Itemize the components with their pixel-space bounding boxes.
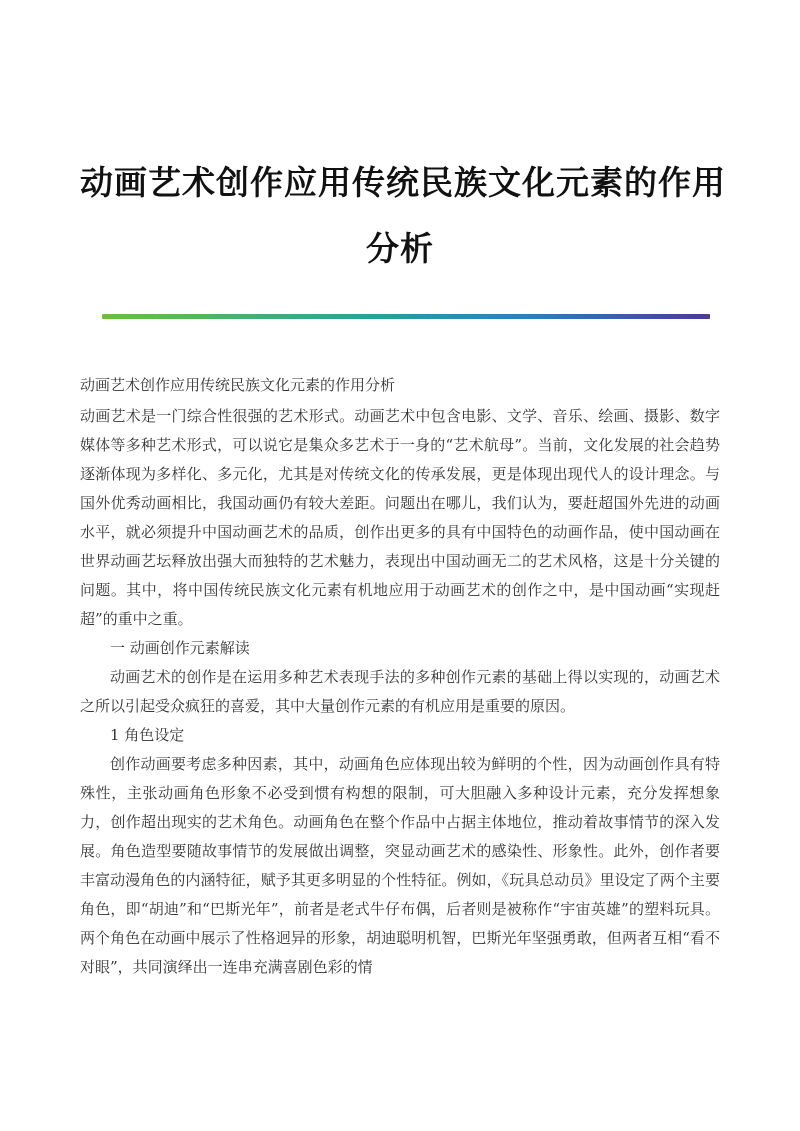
- section-heading-1: 一 动画创作元素解读: [110, 639, 250, 657]
- document-title: [80, 150, 726, 282]
- document-body: [80, 371, 720, 982]
- section-paragraph-1: 动画艺术的创作是在运用多种艺术表现手法的多种创作元素的基础上得以实现的，动画艺术之所以引起受众疯狂的喜爱，其中大量创作元素的有机应用是重要的原因。: [80, 668, 720, 715]
- document-title-line-1: 动画艺术创作应用传统民族文化元素的作用: [80, 163, 726, 202]
- subsection-heading-1: 1 角色设定: [110, 726, 185, 744]
- document-subtitle: 动画艺术创作应用传统民族文化元素的作用分析: [80, 376, 396, 394]
- document-title-line-2: 分析: [366, 229, 434, 268]
- intro-paragraph: 动画艺术是一门综合性很强的艺术形式。动画艺术中包含电影、文学、音乐、绘画、摄影、数字媒体等多种艺术形式，可以说它是集众多艺术于一身的“艺术航母”。当前，文化发展的社会趋势逐渐体现为多样化、多元化，尤其是对传统文化的传承发展，更是体现出现代人的设计理念。与国外优秀动画相比，我国动画仍有较大差距。问题出在哪儿，我们认为，要赶超国外先进的动画水平，就必须提升中国动画艺术的品质，创作出更多的具有中国特色的动画作品，使中国动画在世界动画艺坛释放出强大而独特的艺术魅力，表现出中国动画无二的艺术风格，这是十分关键的问题。其中，将中国传统民族文化元素有机地应用于动画艺术的创作之中，是中国动画“实现赶超”的重中之重。: [80, 407, 720, 628]
- title-divider: [102, 314, 710, 319]
- subsection-paragraph-1: 创作动画要考虑多种因素，其中，动画角色应体现出较为鲜明的个性，因为动画创作具有特殊性，主张动画角色形象不必受到惯有构想的限制，可大胆融入多种设计元素，充分发挥想象力，创作超出现实的艺术角色。动画角色在整个作品中占据主体地位，推动着故事情节的深入发展。角色造型要随故事情节的发展做出调整，突显动画艺术的感染性、形象性。此外，创作者要丰富动漫角色的内涵特征，赋予其更多明显的个性特征。例如，《玩具总动员》里设定了两个主要角色，即“胡迪”和“巴斯光年”，前者是老式牛仔布偶，后者则是被称作“宇宙英雄”的塑料玩具。两个角色在动画中展示了性格迥异的形象，胡迪聪明机智，巴斯光年坚强勇敢，但两者互相“看不对眼”，共同演绎出一连串充满喜剧色彩的情: [80, 755, 720, 976]
